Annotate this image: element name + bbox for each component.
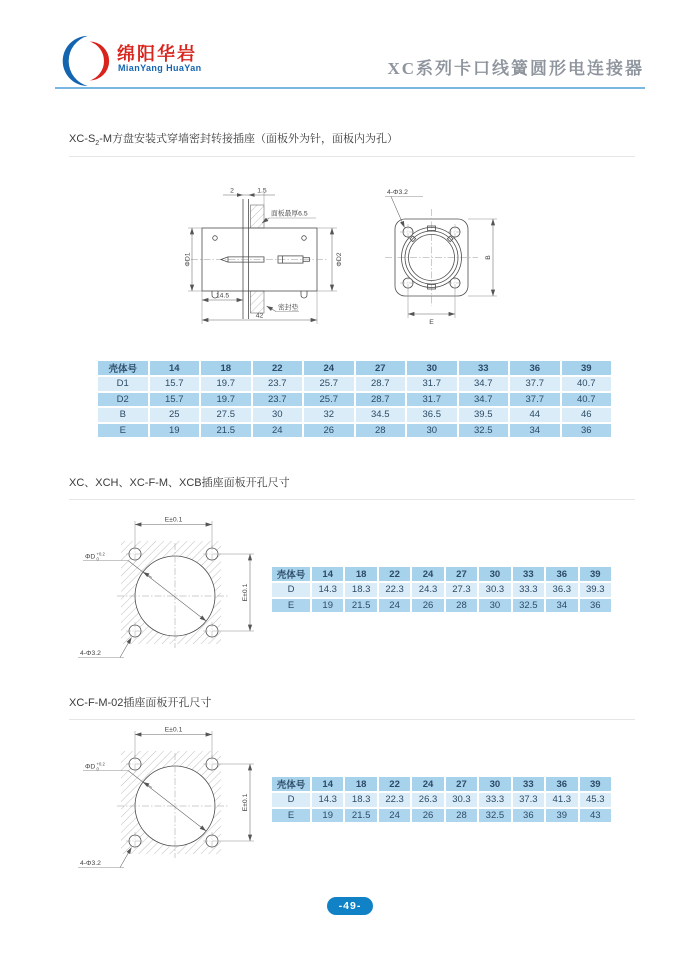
table-cell: 39.3 — [579, 582, 613, 598]
dim-label-14-5: 14.5 — [215, 292, 230, 300]
dimension-table-cutout-2 — [271, 776, 612, 823]
table-row — [271, 776, 612, 792]
table-cell: 27 — [445, 566, 478, 582]
table-cell: 24 — [252, 423, 304, 439]
table-cell: E — [97, 423, 149, 439]
dim-label-e-top: E±0.1 — [164, 516, 183, 524]
table-cell: 14.3 — [311, 792, 344, 808]
table-cell: 18.3 — [344, 582, 377, 598]
table-cell: 14.3 — [311, 582, 344, 598]
table-cell: 30.3 — [445, 792, 478, 808]
table-cell: 39.5 — [458, 407, 510, 423]
table-cell: 18.3 — [344, 792, 377, 808]
table-row — [97, 407, 612, 423]
table-cell: 40.7 — [561, 376, 613, 392]
table-cell: 30 — [252, 407, 304, 423]
table-cell: 32 — [303, 407, 355, 423]
table-cell: 28 — [445, 808, 478, 824]
table-cell: 31.7 — [406, 392, 458, 408]
table-cell: 36.3 — [545, 582, 578, 598]
table-cell: 44 — [509, 407, 561, 423]
table-cell: 壳体号 — [97, 360, 149, 376]
panel-cutout-drawing-2 — [72, 718, 282, 886]
logo-english-name: MianYang HuaYan — [118, 63, 202, 73]
table-cell: 34.5 — [355, 407, 407, 423]
table-cell: 22.3 — [378, 792, 411, 808]
table-cell: 30 — [478, 776, 511, 792]
section-title-1-subscript: 2 — [95, 140, 100, 148]
table-cell: 26 — [303, 423, 355, 439]
table-cell: 19 — [311, 598, 344, 614]
table-cell: 19 — [311, 808, 344, 824]
table-cell: D — [271, 582, 311, 598]
table-cell: 37.7 — [509, 392, 561, 408]
table-cell: D — [271, 792, 311, 808]
table-cell: 33.3 — [478, 792, 511, 808]
table-cell: 25.7 — [303, 392, 355, 408]
header-divider — [55, 87, 645, 89]
section-title-3: XC-F-M-02插座面板开孔尺寸 — [69, 694, 635, 720]
table-cell: 33 — [458, 360, 510, 376]
table-cell: 37.7 — [509, 376, 561, 392]
dia-tol-upper: +0.2 — [96, 551, 105, 557]
table-cell: 22 — [378, 776, 411, 792]
table-cell: 36 — [561, 423, 613, 439]
table-cell: 22.3 — [378, 582, 411, 598]
table-cell: 39 — [579, 566, 613, 582]
table-row — [271, 598, 612, 614]
table-row — [271, 582, 612, 598]
table-cell: 26 — [411, 808, 444, 824]
table-cell: 24 — [411, 776, 444, 792]
table-cell: 36 — [579, 598, 613, 614]
dim-label-gap: 1.5 — [257, 187, 267, 195]
panel-cutout-view-copy — [78, 727, 254, 868]
table-cell: 21.5 — [344, 598, 377, 614]
table-cell: 34.7 — [458, 392, 510, 408]
table-cell: 33 — [512, 566, 545, 582]
dim-label-d2: ΦD2 — [336, 252, 343, 267]
table-row — [97, 423, 612, 439]
table-row — [97, 360, 612, 376]
table-cell: 32.5 — [512, 598, 545, 614]
table-cell: 31.7 — [406, 376, 458, 392]
dia-label: ΦD — [85, 553, 96, 561]
table-cell: 30 — [478, 598, 511, 614]
table-cell: 24 — [411, 566, 444, 582]
holes-label: 4-Φ3.2 — [387, 189, 408, 196]
table-cell: 36 — [545, 776, 578, 792]
front-view — [385, 189, 497, 326]
gasket-label: 密封垫 — [278, 304, 299, 312]
logo-emblem-icon — [57, 35, 113, 87]
dim-label-b: B — [485, 255, 492, 260]
table-cell: 26.3 — [411, 792, 444, 808]
table-cell: 15.7 — [149, 392, 201, 408]
table-cell: 21.5 — [344, 808, 377, 824]
document-title: XC系列卡口线簧圆形电连接器 — [387, 59, 644, 78]
table-cell: 43 — [579, 808, 613, 824]
table-cell: B — [97, 407, 149, 423]
table-cell: 33.3 — [512, 582, 545, 598]
table-cell: 36 — [545, 566, 578, 582]
section-title-1-suffix: -M方盘安装式穿墙密封转接插座（面板外为针，面板内为孔） — [99, 133, 399, 145]
table-cell: 30 — [406, 360, 458, 376]
table-row — [97, 392, 612, 408]
table-cell: 26 — [411, 598, 444, 614]
panel-cutout-drawing-1 — [72, 508, 282, 676]
dim-label-42: 42 — [255, 312, 264, 320]
table-cell: 27 — [355, 360, 407, 376]
table-cell: 36.5 — [406, 407, 458, 423]
table-cell: 28 — [445, 598, 478, 614]
table-cell: 24 — [303, 360, 355, 376]
table-cell: 22 — [252, 360, 304, 376]
table-cell: 24 — [378, 808, 411, 824]
table-cell: 28.7 — [355, 376, 407, 392]
table-cell: 34 — [545, 598, 578, 614]
table-cell: 24 — [378, 598, 411, 614]
table-cell: 壳体号 — [271, 776, 311, 792]
side-view — [185, 188, 344, 325]
technical-drawing-socket — [175, 178, 545, 346]
table-cell: 27 — [445, 776, 478, 792]
table-cell: 18 — [344, 566, 377, 582]
table-cell: 27.5 — [200, 407, 252, 423]
table-cell: D1 — [97, 376, 149, 392]
table-cell: 34 — [509, 423, 561, 439]
table-cell: 39 — [561, 360, 613, 376]
section-title-2: XC、XCH、XC-F-M、XCB插座面板开孔尺寸 — [69, 474, 635, 500]
table-cell: 37.3 — [512, 792, 545, 808]
table-cell: 36 — [509, 360, 561, 376]
table-cell: 23.7 — [252, 392, 304, 408]
table-cell: 24.3 — [411, 582, 444, 598]
table-cell: 30 — [406, 423, 458, 439]
panel-thickness-note: 面板最厚6.5 — [271, 210, 308, 218]
table-cell: 28 — [355, 423, 407, 439]
table-cell: E — [271, 598, 311, 614]
table-cell: 39 — [545, 808, 578, 824]
table-cell: 19 — [149, 423, 201, 439]
table-cell: 18 — [344, 776, 377, 792]
dia-tol-lower: 0 — [96, 556, 99, 562]
table-row — [271, 792, 612, 808]
logo-chinese-name: 绵阳华岩 — [117, 44, 197, 64]
table-cell: 30 — [478, 566, 511, 582]
table-cell: 46 — [561, 407, 613, 423]
table-cell: 25.7 — [303, 376, 355, 392]
page-number-badge: -49- — [327, 897, 373, 915]
table-row — [271, 808, 612, 824]
table-cell: 30.3 — [478, 582, 511, 598]
section-title-1-prefix: XC-S — [69, 133, 96, 145]
dimension-table-cutout-1 — [271, 566, 612, 613]
table-cell: 19.7 — [200, 392, 252, 408]
table-cell: D2 — [97, 392, 149, 408]
table-row — [97, 376, 612, 392]
table-cell: 壳体号 — [271, 566, 311, 582]
table-cell: 40.7 — [561, 392, 613, 408]
holes-label: 4-Φ3.2 — [80, 650, 101, 657]
table-cell: 23.7 — [252, 376, 304, 392]
dim-label-d1: ΦD1 — [184, 252, 192, 267]
dim-label-e: E — [429, 319, 434, 326]
table-cell: 14 — [311, 776, 344, 792]
dim-label-e-right: E±0.1 — [242, 583, 249, 602]
panel-cutout-view — [78, 517, 254, 658]
table-cell: 15.7 — [149, 376, 201, 392]
table-cell: 33 — [512, 776, 545, 792]
table-cell: 32.5 — [458, 423, 510, 439]
table-cell: 22 — [378, 566, 411, 582]
table-cell: 34.7 — [458, 376, 510, 392]
section-title-1 — [69, 130, 635, 157]
table-cell: 25 — [149, 407, 201, 423]
table-cell: 41.3 — [545, 792, 578, 808]
table-cell: 36 — [512, 808, 545, 824]
table-cell: 28.7 — [355, 392, 407, 408]
table-cell: 14 — [311, 566, 344, 582]
table-cell: 19.7 — [200, 376, 252, 392]
table-row — [271, 566, 612, 582]
dimension-table-socket — [97, 360, 612, 438]
table-cell: 32.5 — [478, 808, 511, 824]
table-cell: 21.5 — [200, 423, 252, 439]
table-cell: 45.3 — [579, 792, 613, 808]
table-cell: 39 — [579, 776, 613, 792]
table-cell: 27.3 — [445, 582, 478, 598]
dim-label-plate: 2 — [230, 187, 234, 195]
table-cell: 14 — [149, 360, 201, 376]
table-cell: 18 — [200, 360, 252, 376]
table-cell: E — [271, 808, 311, 824]
